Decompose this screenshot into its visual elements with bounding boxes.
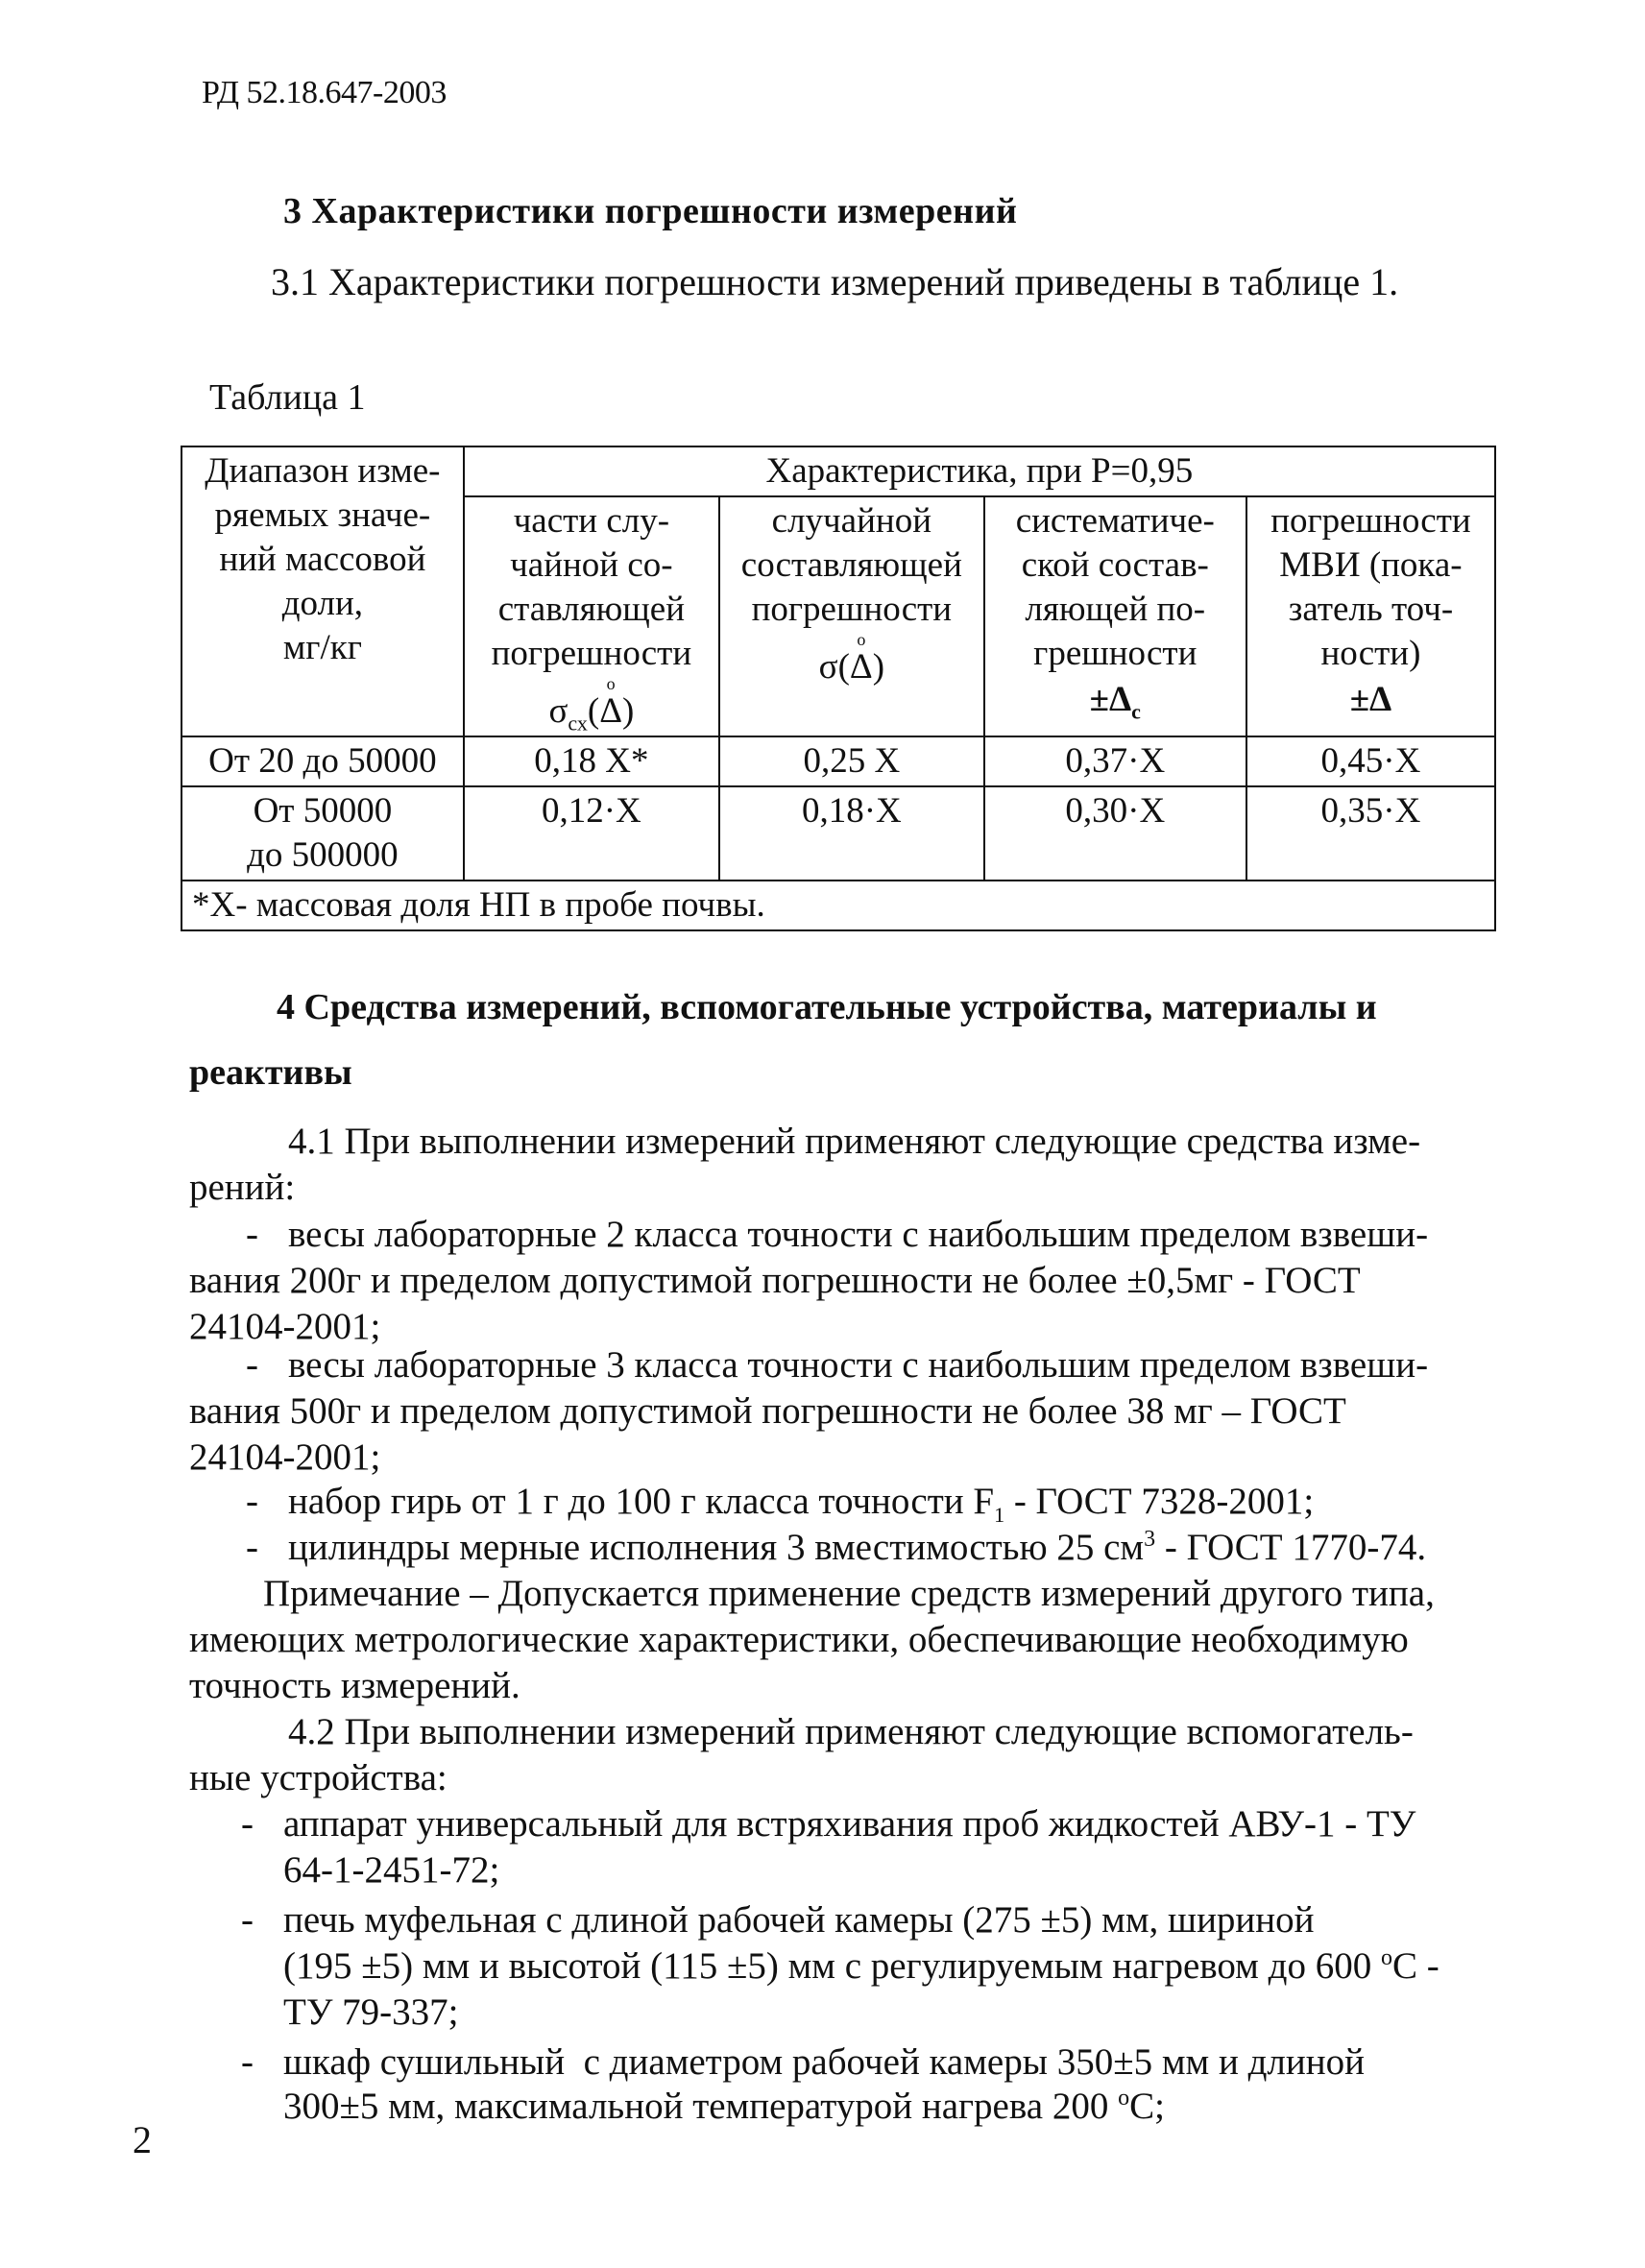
list-item: - весы лабораторные 2 класса точности с наибольшим пределом взвеши- bbox=[246, 1214, 1429, 1255]
col-header-line: чайной со- bbox=[510, 545, 673, 585]
value-cell: 0,18·Х bbox=[719, 786, 984, 881]
list-item-text: печь муфельная с длиной рабочей камеры (275 ±5) мм, шириной bbox=[283, 1899, 1315, 1941]
list-item-text: аппарат универсальный для встряхивания проб жидкостей АВУ-1 - ТУ bbox=[283, 1803, 1416, 1845]
paragraph-4-1-cont: рений: bbox=[189, 1167, 296, 1208]
degree-mark: о bbox=[1380, 1945, 1392, 1970]
paragraph-4-2: 4.2 При выполнении измерений применяют следующие вспомогатель- bbox=[288, 1711, 1414, 1752]
text: набор гирь от 1 г до 100 г класса точности F bbox=[288, 1481, 995, 1522]
col-header-line: погрешности bbox=[491, 634, 692, 673]
range-header-line: доли, bbox=[281, 584, 364, 623]
list-item: - печь муфельная с длиной рабочей камеры (275 ±5) мм, шириной bbox=[241, 1899, 1315, 1941]
text: - ГОСТ 7328-2001; bbox=[1004, 1481, 1315, 1522]
symbol-delta-c bbox=[989, 678, 1242, 722]
range-cell bbox=[181, 786, 464, 881]
value-cell: 0,45·Х bbox=[1246, 736, 1495, 786]
range-line: От 50000 bbox=[253, 791, 393, 831]
table-row bbox=[181, 736, 1495, 786]
table-row bbox=[181, 786, 1495, 881]
table-footnote-row bbox=[181, 881, 1495, 930]
col-header-line: МВИ (пока- bbox=[1279, 545, 1463, 585]
paragraph-4-2-cont: ные устройства: bbox=[189, 1757, 448, 1798]
group-header-cell: Характеристика, при Р=0,95 bbox=[464, 446, 1495, 496]
symbol-arg: Δ bbox=[849, 647, 873, 687]
table-footnote: *Х- массовая доля НП в пробе почвы. bbox=[181, 881, 1495, 930]
col-header-random-part bbox=[464, 496, 719, 736]
range-header-line: мг/кг bbox=[282, 628, 362, 667]
list-item-text: шкаф сушильный с диаметром рабочей камеры 350±5 мм и длиной bbox=[283, 2041, 1365, 2083]
col-header-line: ности) bbox=[1320, 634, 1421, 673]
list-item-cont: 24104-2001; bbox=[189, 1436, 381, 1478]
text: С - bbox=[1391, 1945, 1439, 1987]
value-cell: 0,35·Х bbox=[1246, 786, 1495, 881]
range-header-cell bbox=[181, 446, 464, 736]
degree-mark: о bbox=[1118, 2086, 1130, 2111]
table-1 bbox=[181, 446, 1496, 931]
symbol-base: σ bbox=[548, 691, 568, 731]
value-cell: 0,25 Х bbox=[719, 736, 984, 786]
col-header-line: систематиче- bbox=[1015, 501, 1215, 541]
value-cell: 0,37·Х bbox=[984, 736, 1246, 786]
list-item-cylinders: - цилиндры мерные исполнения 3 вместимостью 25 $см^3$ - ГОСТ 1770-74. bbox=[246, 1527, 1427, 1568]
col-header-line: погрешности bbox=[1270, 501, 1471, 541]
superscript: 3 bbox=[1144, 1527, 1156, 1552]
page-number: 2 bbox=[133, 2118, 152, 2161]
col-header-line: ставляющей bbox=[497, 590, 686, 629]
note-line: Примечание – Допускается применение средств измерений другого типа, bbox=[263, 1573, 1435, 1614]
range-header-line: ний массовой bbox=[219, 540, 426, 579]
symbol-sigma-cx: $\sigma_{сх}$( o Δ) bbox=[548, 674, 635, 736]
range-header-line: Диапазон изме- bbox=[205, 451, 441, 491]
circle-accent: o bbox=[606, 674, 616, 693]
note-line: имеющих метрологические характеристики, обеспечивающие необходимую bbox=[189, 1619, 1409, 1660]
col-header-systematic bbox=[984, 496, 1246, 736]
paragraph-3-1: 3.1 Характеристики погрешности измерений приведены в таблице 1. bbox=[271, 260, 1399, 303]
range-header-line: ряемых значе- bbox=[214, 495, 431, 535]
text: 300±5 мм, максимальной температурой нагрева 200 bbox=[283, 2086, 1119, 2127]
range-cell: От 20 до 50000 bbox=[181, 736, 464, 786]
list-item-cont bbox=[283, 2084, 1165, 2130]
symbol-sub: с bbox=[1131, 699, 1141, 724]
list-item-cont: вания 200г и пределом допустимой погрешности не более ±0,5мг - ГОСТ bbox=[189, 1260, 1361, 1301]
col-header-line: ской состав- bbox=[1021, 545, 1209, 585]
table-header-row-1 bbox=[181, 446, 1495, 496]
col-header-random bbox=[719, 496, 984, 736]
list-item-cont: 64-1-2451-72; bbox=[283, 1849, 500, 1891]
text: (195 ±5) мм и высотой (115 ±5) мм с регулируемым нагревом до 600 bbox=[283, 1945, 1381, 1987]
symbol-sub: сх bbox=[568, 711, 588, 736]
value-cell: 0,18 Х* bbox=[464, 736, 719, 786]
list-item: - весы лабораторные 3 класса точности с наибольшим пределом взвеши- bbox=[246, 1344, 1429, 1386]
col-header-line: затель точ- bbox=[1288, 590, 1454, 629]
col-header-line: погрешности bbox=[751, 590, 953, 629]
document-code: РД 52.18.647-2003 bbox=[202, 75, 447, 110]
text: - ГОСТ 1770-74. bbox=[1155, 1527, 1427, 1568]
text: цилиндры мерные исполнения 3 вместимостью 25 см bbox=[288, 1527, 1145, 1568]
list-item: - шкаф сушильный с диаметром рабочей камеры 350±5 мм и длиной bbox=[241, 2041, 1365, 2083]
col-header-line: составляющей bbox=[740, 545, 962, 585]
symbol-text: ±Δ bbox=[1089, 680, 1132, 719]
col-header-line: части слу- bbox=[513, 501, 670, 541]
list-item-cont: ТУ 79-337; bbox=[283, 1991, 459, 2033]
circle-accent: o bbox=[857, 630, 866, 649]
list-item-cont: вания 500г и пределом допустимой погрешности не более 38 мг – ГОСТ bbox=[189, 1390, 1346, 1432]
range-line: до 500000 bbox=[247, 835, 399, 875]
list-item-weights: - набор гирь от 1 г до 100 г класса точности $F_1$ - ГОСТ 7328-2001; bbox=[246, 1481, 1315, 1527]
col-header-line: случайной bbox=[771, 501, 931, 541]
col-header-line: ляющей по- bbox=[1025, 590, 1206, 629]
list-item-text: весы лабораторные 2 класса точности с наибольшим пределом взвеши- bbox=[288, 1214, 1429, 1255]
symbol-base: σ bbox=[818, 647, 838, 687]
col-header-line: грешности bbox=[1033, 634, 1197, 673]
section-3-title: 3 Характеристики погрешности измерений bbox=[283, 191, 1018, 231]
subscript: 1 bbox=[994, 1502, 1005, 1527]
note-line: точность измерений. bbox=[189, 1665, 520, 1706]
value-cell: 0,12·Х bbox=[464, 786, 719, 881]
list-item-text: весы лабораторные 3 класса точности с наибольшим пределом взвеши- bbox=[288, 1344, 1429, 1386]
col-header-total bbox=[1246, 496, 1495, 736]
symbol-sigma: σ( o Δ) bbox=[818, 630, 885, 687]
section-4-title: 4 Средства измерений, вспомогательные устройства, материалы и bbox=[277, 987, 1377, 1027]
list-item-cont: 24104-2001; bbox=[189, 1306, 381, 1347]
value-cell: 0,30·Х bbox=[984, 786, 1246, 881]
symbol-text: ±Δ bbox=[1349, 680, 1392, 719]
symbol-delta bbox=[1251, 678, 1490, 722]
list-item-cont bbox=[283, 1943, 1479, 1990]
list-item: - аппарат универсальный для встряхивания проб жидкостей АВУ-1 - ТУ bbox=[241, 1803, 1416, 1845]
table-caption: Таблица 1 bbox=[209, 377, 366, 418]
text: С; bbox=[1129, 2086, 1165, 2127]
paragraph-4-1: 4.1 При выполнении измерений применяют следующие средства изме- bbox=[288, 1121, 1421, 1162]
section-4-title-cont: реактивы bbox=[189, 1052, 352, 1093]
symbol-arg: Δ bbox=[599, 691, 622, 731]
